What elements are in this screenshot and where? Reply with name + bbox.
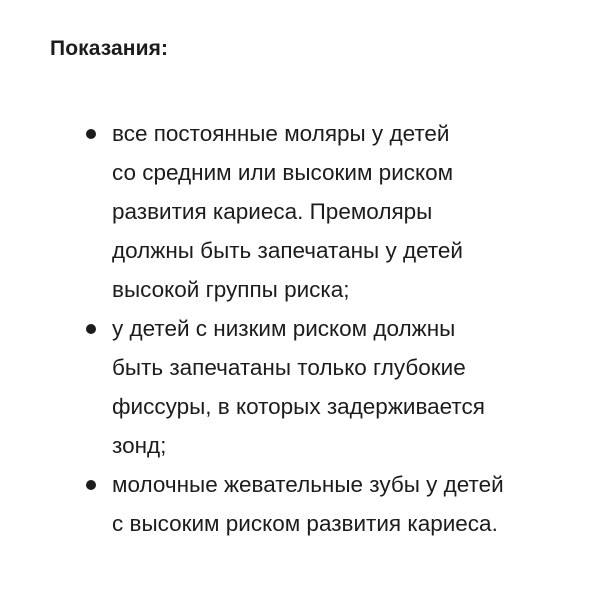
list-item-line: зонд; [112, 433, 167, 458]
list-item-line: молочные жевательные зубы у детей [112, 472, 504, 497]
list-item [84, 114, 564, 309]
list-item-line: быть запечатаны только глубокие [112, 355, 466, 380]
bullet-icon [86, 129, 96, 139]
list-item [84, 309, 564, 465]
bullet-icon [86, 324, 96, 334]
section-heading: Показания: [50, 37, 169, 60]
list-item-line: с высоким риском развития кариеса. [112, 511, 498, 536]
list-item-line: со средним или высоким риском [112, 160, 454, 185]
list-item [84, 465, 564, 543]
list-item-line: все постоянные моляры у детей [112, 121, 450, 146]
list-item-line: развития кариеса. Премоляры [112, 199, 433, 224]
list-item-line: фиссуры, в которых задерживается [112, 394, 485, 419]
indications-list [84, 114, 564, 543]
list-item-line: должны быть запечатаны у детей [112, 238, 463, 263]
bullet-icon [86, 480, 96, 490]
list-item-line: высокой группы риска; [112, 277, 350, 302]
list-item-line: у детей с низким риском должны [112, 316, 456, 341]
